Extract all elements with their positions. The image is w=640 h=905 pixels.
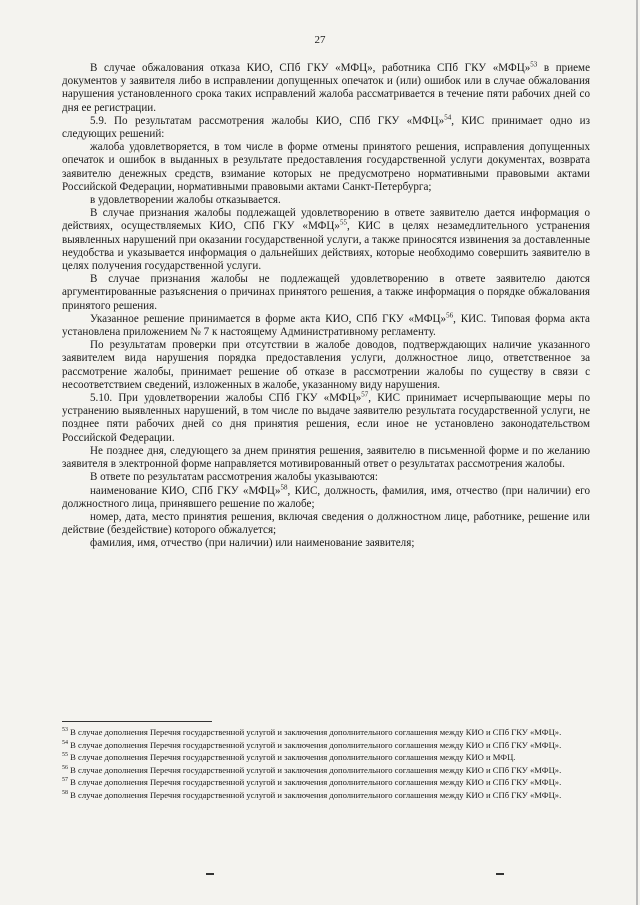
- paragraph: номер, дата, место принятия решения, включая сведения о должностном лице, работнике, решение или действие (бездействие) которого обжалуется;: [62, 510, 590, 537]
- paragraph: наименование КИО, СПб ГКУ «МФЦ»$^{58}$, КИС, должность, фамилия, имя, отчество (при наличии) его должностного лица, принявшего решение по жалобе;: [62, 482, 591, 510]
- main-text: [62, 62, 590, 551]
- paragraph: Не позднее дня, следующего за днем принятия решения, заявителю в письменной форме и по желанию заявителя в электронной форме направляется мотивированный ответ о результатах рассмотрения жалобы.: [62, 444, 590, 471]
- paragraph: жалоба удовлетворяется, в том числе в форме отмены принятого решения, исправления допущенных опечаток и ошибок в выданных в результате предоставления государственной услуги документах, возврата заявителю денежных средств, взимание которых не предусмотрено нормативными правовыми актами Российской Федерации, нормативными правовыми актами Санкт-Петербурга;: [62, 141, 590, 193]
- footnote-number: 55: [62, 752, 68, 759]
- footnote-ref: 57: [361, 390, 369, 399]
- paragraph: В случае обжалования отказа КИО, СПб ГКУ «МФЦ», работника СПб ГКУ «МФЦ»$^{53}$ в приеме документов у заявителя либо в исправлении допущенных опечаток и (или) ошибок или в случае обжалования нарушения установленного срока таких исправлений жалоба рассматривается в течение пяти рабочих дней со дня ее регистрации.: [62, 60, 590, 114]
- footnote: $^{57}$ В случае дополнения Перечня государственной услугой и заключения дополнительного соглашения между КИО и СПб ГКУ «МФЦ».: [62, 777, 562, 788]
- paragraph: Указанное решение принимается в форме акта КИО, СПб ГКУ «МФЦ»$^{56}$, КИС. Типовая форма акта установлена приложением № 7 к настоящему Административному регламенту.: [62, 311, 590, 339]
- footnote: $^{56}$ В случае дополнения Перечня государственной услугой и заключения дополнительного соглашения между КИО и СПб ГКУ «МФЦ».: [62, 764, 562, 775]
- footnote-ref: 56: [446, 311, 454, 320]
- footnote: $^{58}$ В случае дополнения Перечня государственной услугой и заключения дополнительного соглашения между КИО и СПб ГКУ «МФЦ».: [62, 789, 562, 800]
- footnote: $^{54}$ В случае дополнения Перечня государственной услугой и заключения дополнительного соглашения между КИО и СПб ГКУ «МФЦ».: [62, 739, 562, 750]
- footnotes: [62, 727, 590, 803]
- footnote-separator: [62, 721, 212, 722]
- paragraph: В ответе по результатам рассмотрения жалобы указываются:: [90, 471, 378, 484]
- paragraph: В случае признания жалобы не подлежащей удовлетворению в ответе заявителю даются аргументированные разъяснения о причинах принятого решения, а также информация о порядке обжалования принятого решения.: [62, 273, 590, 312]
- footnote-number: 54: [62, 739, 68, 746]
- footnote-number: 53: [62, 727, 68, 734]
- page-number: 27: [314, 34, 326, 46]
- footnote: $^{55}$ В случае дополнения Перечня государственной услугой и заключения дополнительного соглашения между КИО и МФЦ.: [62, 752, 516, 763]
- paragraph: По результатам проверки при отсутствии в жалобе доводов, подтверждающих наличие указанного заявителем вида нарушения порядка предоставления услуги, должностное лицо, ответственное за рассмотрение жалобы, принимает решение об отказе в рассмотрении жалобы по существу в связи с несоответствием сведений, изложенных в жалобе, указанному виду нарушения.: [62, 339, 590, 391]
- paragraph: В случае признания жалобы подлежащей удовлетворению в ответе заявителю дается информация о действиях, осуществляемых КИО, СПб ГКУ «МФЦ»$^{55}$, КИС в целях незамедлительного устранения выявленных нарушений при оказании государственной услуги, а также приносятся извинения за доставленные неудобства и указывается информация о дальнейших действиях, которые необходимо совершить заявителю в целях получения государственной услуги.: [62, 207, 590, 273]
- footnote-ref: 58: [280, 482, 288, 491]
- scan-mark: [496, 873, 504, 875]
- paragraph: в удовлетворении жалобы отказывается.: [90, 194, 281, 207]
- paragraph: 5.10. При удовлетворении жалобы СПб ГКУ «МФЦ»$^{57}$, КИС принимает исчерпывающие меры по устранению выявленных нарушений, в том числе по выдаче заявителю результата государственной услуги, не позднее пяти рабочих дней со дня принятия решения, если иное не установлено законодательством Российской Федерации.: [62, 390, 590, 444]
- footnote-ref: 55: [339, 218, 347, 227]
- footnote: $^{53}$ В случае дополнения Перечня государственной услугой и заключения дополнительного соглашения между КИО и СПб ГКУ «МФЦ».: [62, 727, 562, 737]
- footnote-number: 58: [62, 790, 68, 797]
- footnote-ref: 54: [444, 113, 452, 122]
- paragraph: 5.9. По результатам рассмотрения жалобы КИО, СПб ГКУ «МФЦ»$^{54}$, КИС принимает одно из следующих решений:: [62, 113, 590, 141]
- scan-edge: [636, 0, 638, 905]
- paragraph: фамилия, имя, отчество (при наличии) или наименование заявителя;: [90, 537, 415, 550]
- footnote-ref: 53: [530, 60, 538, 69]
- footnote-number: 56: [62, 764, 68, 771]
- footnote-number: 57: [62, 777, 68, 784]
- scan-mark: [206, 873, 214, 875]
